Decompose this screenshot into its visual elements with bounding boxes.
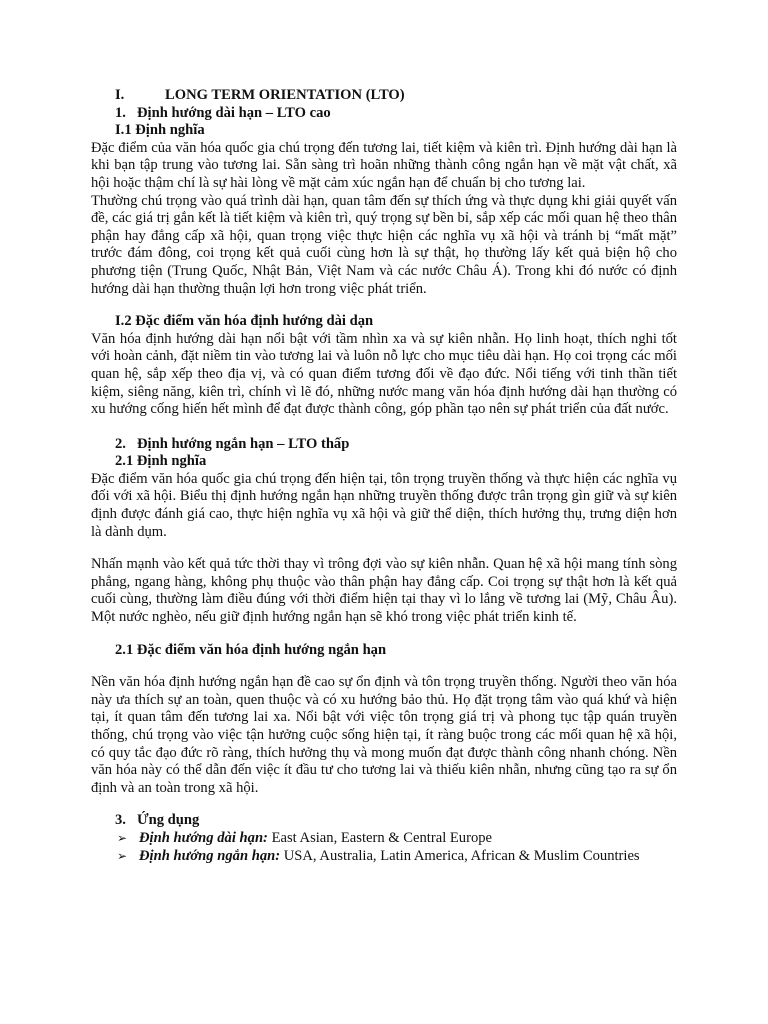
section2-sub1-heading: 2.1 Định nghĩa [115,453,207,470]
section3-number: 3. [115,812,126,829]
main-title-text: LONG TERM ORIENTATION (LTO) [165,87,405,103]
section2-sub1-paragraph-2: Nhấn mạnh vào kết quả tức thời thay vì trông đợi vào sự kiên nhẫn. Quan hệ xã hội mang tính sòng phẳng, ngang hàng, không phụ thuộc vào thân phận hay đẳng cấp. Coi trọng sự thật hơn là kết quả cuối cùng, thường làm điều đúng với thời điểm hiện tại thay vì lo lắng về tương lai (Mỹ, Châu Âu). Một nước nghèo, nếu giữ định hướng ngắn hạn sẽ khó trong việc phát triển kinh tế. [91,556,677,626]
spacer [91,627,677,642]
spacer [91,541,677,556]
document-body [91,87,677,865]
section2-title: Định hướng ngắn hạn – LTO thấp [137,435,350,452]
application-bullet-long-term [117,830,677,848]
arrow-bullet-icon: ➢ [117,830,128,845]
section2-heading [115,436,677,454]
section3-heading [115,812,677,830]
section2-sub2-paragraph-1: Nền văn hóa định hướng ngắn hạn đề cao sự ổn định và tôn trọng truyền thống. Người theo văn hóa này ưa thích sự an toàn, quen thuộc và có xu hướng bảo thủ. Họ đặt trọng tâm vào quá khứ và hiện tại, ít quan tâm đến tương lai xa. Nổi bật với việc tôn trọng giá trị và phong tục tập quán truyền thống, chú trọng vào việc tận hưởng cuộc sống hiện tại, ít ràng buộc trong các mối quan hệ xã hội, có quy tắc đạo đức rõ ràng, thích hưởng thụ và mong muốn đạt được thành công nhanh chóng. Nền văn hóa này có thể dẫn đến việc ít đầu tư cho tương lai và thiếu kiên nhẫn, nhưng cũng tạo ra sự ổn định và an toàn trong xã hội. [91,674,677,796]
section1-sub2-paragraph-1: Văn hóa định hướng dài hạn nổi bật với tầm nhìn xa và sự kiên nhẫn. Họ linh hoạt, thích nghi tốt với hoàn cảnh, đặt niềm tin vào tương lai và luôn nỗ lực cho mục tiêu dài hạn. Họ coi trọng các mối quan hệ, sắp xếp theo địa vị, và có quan điểm tương đối về đạo đức. Nổi tiếng với tinh thần tiết kiệm, siêng năng, kiên trì, chính vì lẽ đó, những nước mang văn hóa định hướng dài hạn thường có xu hướng cống hiến hết mình để đạt được thành công, góp phần tạo nên sự phát triển của đất nước. [91,330,677,418]
section2-sub2-heading: 2.1 Đặc điểm văn hóa định hướng ngắn hạn [115,641,387,658]
bullet-text: East Asian, Eastern & Central Europe [267,829,493,846]
section1-sub1-paragraph-2: Thường chú trọng vào quá trình dài hạn, quan tâm đến sự thích ứng và thực dụng khi giải quyết vấn đề, các giá trị gắn kết là tiết kiệm và kiên trì, quý trọng sự bền bỉ, sắp xếp các mối quan hệ theo thân phận hay đẳng cấp xã hội, quan trọng việc thực hiện các nghĩa vụ xã hội và tránh bị “mất mặt” trước đám đông, coi trọng kết quả cuối cùng hơn là sự thật, họ thường lấy kết quả biện hộ cho phương tiện (Trung Quốc, Nhật Bản, Việt Nam và các nước Châu Á). Trong khi đó nước có định hướng dài hạn thường thuận lợi hơn trong việc phát triển. [91,192,677,297]
section2-sub1-paragraph-1: Đặc điểm văn hóa quốc gia chú trọng đến hiện tại, tôn trọng truyền thống và thực hiện các nghĩa vụ đối với xã hội. Biểu thị định hướng ngắn hạn những truyền thống được trân trọng gìn giữ và sự kiên định được đánh giá cao, thực hiện nghĩa vụ xã hội và giữ thể diện, thích hưởng thụ, trưng diện hơn là dành dụm. [91,470,677,540]
spacer [91,419,677,436]
main-title [115,87,677,105]
section1-sub1-heading: I.1 Định nghĩa [115,122,205,139]
bullet-lead-label: Định hướng dài hạn: [139,829,268,846]
spacer [91,298,677,313]
spacer [91,659,677,674]
section1-heading [115,105,677,123]
section1-title: Định hướng dài hạn – LTO cao [137,104,331,121]
section1-number: 1. [115,104,126,121]
section3-title: Ứng dụng [137,812,200,829]
main-title-number: I. [115,87,125,103]
bullet-text: USA, Australia, Latin America, African & Muslim Countries [280,847,640,864]
bullet-lead-label: Định hướng ngắn hạn: [139,847,281,864]
application-bullet-short-term [117,848,677,866]
section2-number: 2. [115,435,126,452]
arrow-bullet-icon: ➢ [117,848,128,863]
section1-sub2-heading: I.2 Đặc điểm văn hóa định hướng dài dạn [115,313,374,330]
section1-sub1-paragraph-1: Đặc điểm của văn hóa quốc gia chú trọng đến tương lai, tiết kiệm và kiên trì. Định hướng dài hạn là khi bạn tập trung vào tương lai. Sẵn sàng trì hoãn những thành công ngắn hạn về mặt vật chất, xã hội hoặc thậm chí là sự hài lòng về mặt cảm xúc ngắn hạn để chuẩn bị cho tương lai. [91,139,677,191]
spacer [91,797,677,812]
